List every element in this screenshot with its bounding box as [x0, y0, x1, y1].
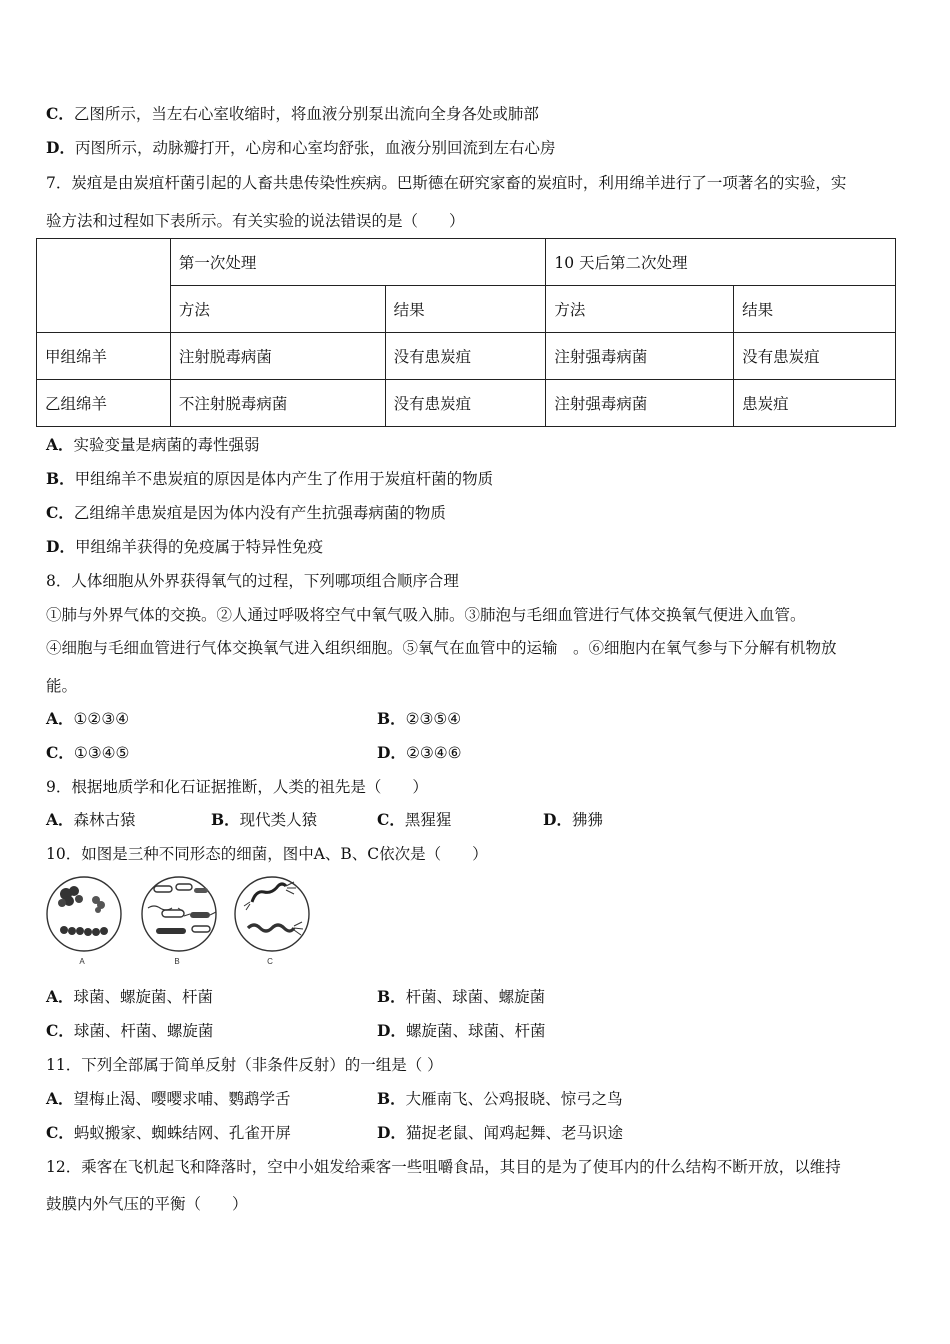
q6-option-d	[46, 136, 555, 158]
q11-option-d	[377, 1121, 623, 1143]
option-label: C．	[46, 1021, 74, 1040]
q10-stem: 10．如图是三种不同形态的细菌，图中A、B、C依次是（ ）	[46, 845, 488, 863]
figure-label-a: A	[79, 957, 85, 966]
bacteria-figure	[44, 872, 324, 972]
option-text: 现代类人猿	[239, 811, 318, 829]
option-label: A．	[46, 709, 74, 728]
result-cell: 没有患炭疽	[734, 333, 896, 380]
option-label: A．	[46, 987, 74, 1006]
option-text: 猫捉老鼠、闻鸡起舞、老马识途	[405, 1124, 623, 1142]
q7-option-b	[46, 467, 493, 489]
option-text: 大雁南飞、公鸡报晓、惊弓之鸟	[405, 1090, 623, 1108]
subheader-result: 结果	[385, 286, 546, 333]
subheader-result: 结果	[734, 286, 896, 333]
method-cell: 不注射脱毒病菌	[170, 380, 385, 427]
option-text: 甲组绵羊获得的免疫属于特异性免疫	[74, 538, 323, 556]
option-text: ①②③④	[73, 710, 130, 728]
option-label: B．	[377, 987, 406, 1006]
option-text: 森林古猿	[73, 811, 136, 829]
option-label: D．	[377, 1123, 406, 1142]
option-label: B．	[46, 469, 75, 488]
option-label: B．	[211, 810, 240, 829]
q7-stem-line-1: 7．炭疽是由炭疽杆菌引起的人畜共患传染性疾病。巴斯德在研究家畜的炭疽时，利用绵羊进行了一项著名的实验，实	[46, 174, 847, 192]
option-label: A．	[46, 435, 74, 454]
option-text: ②③⑤④	[405, 710, 462, 728]
q7-option-a	[46, 433, 260, 455]
option-label: D．	[377, 1021, 406, 1040]
option-label: C．	[46, 743, 74, 762]
table-header-row	[37, 239, 896, 286]
header-second-treatment: 10 天后第二次处理	[546, 239, 896, 286]
q8-stem: 8．人体细胞从外界获得氧气的过程，下列哪项组合顺序合理	[46, 572, 459, 590]
option-text: 球菌、螺旋菌、杆菌	[73, 988, 214, 1006]
method-cell: 注射强毒病菌	[546, 380, 734, 427]
result-cell: 没有患炭疽	[385, 333, 546, 380]
option-text: 杆菌、球菌、螺旋菌	[405, 988, 546, 1006]
option-label: D．	[377, 743, 406, 762]
option-label: B．	[377, 709, 406, 728]
q7-option-d	[46, 535, 323, 557]
option-label: C．	[46, 104, 74, 123]
table-row	[37, 380, 896, 427]
q8-option-a	[46, 707, 129, 729]
result-cell: 没有患炭疽	[385, 380, 546, 427]
option-label: D．	[46, 138, 75, 157]
q10-option-a	[46, 985, 213, 1007]
experiment-table	[36, 238, 896, 427]
option-text: 球菌、杆菌、螺旋菌	[73, 1022, 214, 1040]
option-label: D．	[543, 810, 572, 829]
q8-option-d	[377, 741, 462, 763]
q11-option-a	[46, 1087, 291, 1109]
option-label: C．	[46, 503, 74, 522]
option-label: C．	[377, 810, 405, 829]
q9-stem: 9．根据地质学和化石证据推断，人类的祖先是（ ）	[46, 778, 428, 796]
option-text: 螺旋菌、球菌、杆菌	[405, 1022, 546, 1040]
q7-stem-line-2: 验方法和过程如下表所示。有关实验的说法错误的是（ ）	[46, 212, 465, 230]
q12-stem-line-2: 鼓膜内外气压的平衡（ ）	[46, 1195, 248, 1213]
q12-stem-line-1: 12．乘客在飞机起飞和降落时，空中小姐发给乘客一些咀嚼食品，其目的是为了使耳内的什么结构不断开放，以维持	[46, 1158, 841, 1176]
option-text: 实验变量是病菌的毒性强弱	[73, 436, 260, 454]
result-cell: 患炭疽	[734, 380, 896, 427]
q10-option-d	[377, 1019, 545, 1041]
option-label: A．	[46, 1089, 74, 1108]
group-cell: 乙组绵羊	[37, 380, 171, 427]
q8-line-3: 能。	[46, 677, 78, 695]
option-text: 丙图所示，动脉瓣打开，心房和心室均舒张，血液分别回流到左右心房	[74, 139, 556, 157]
q7-option-c	[46, 501, 446, 523]
option-label: C．	[46, 1123, 74, 1142]
option-text: 狒狒	[571, 811, 603, 829]
method-cell: 注射脱毒病菌	[170, 333, 385, 380]
option-text: 甲组绵羊不患炭疽的原因是体内产生了作用于炭疽杆菌的物质	[74, 470, 494, 488]
bacteria-a-cocci	[47, 877, 121, 951]
option-text: ①③④⑤	[73, 744, 130, 762]
option-text: 望梅止渴、嘤嘤求哺、鹦鹉学舌	[73, 1090, 291, 1108]
bacteria-c-spirilla	[235, 877, 309, 951]
subheader-method: 方法	[170, 286, 385, 333]
q8-line-1: ①肺与外界气体的交换。②人通过呼吸将空气中氧气吸入肺。③肺泡与毛细血管进行气体交换氧气便进入血管。	[46, 606, 806, 624]
option-text: 蚂蚁搬家、蜘蛛结网、孔雀开屏	[73, 1124, 291, 1142]
method-cell: 注射强毒病菌	[546, 333, 734, 380]
figure-label-b: B	[174, 957, 180, 966]
q8-option-c	[46, 741, 129, 763]
option-text: ②③④⑥	[405, 744, 462, 762]
option-text: 乙组绵羊患炭疽是因为体内没有产生抗强毒病菌的物质	[73, 504, 446, 522]
q9-option-d	[543, 808, 603, 830]
table-row	[37, 333, 896, 380]
bacteria-b-bacilli	[142, 877, 216, 951]
option-text: 黑猩猩	[404, 811, 452, 829]
q11-option-b	[377, 1087, 623, 1109]
q10-option-b	[377, 985, 545, 1007]
figure-label-c: C	[267, 957, 273, 966]
option-label: D．	[46, 537, 75, 556]
q11-stem: 11．下列全部属于简单反射（非条件反射）的一组是（ ）	[46, 1056, 443, 1074]
q9-option-c	[377, 808, 451, 830]
q8-line-2: ④细胞与毛细血管进行气体交换氧气进入组织细胞。⑤氧气在血管中的运输 。⑥细胞内在氧气参与下分解有机物放	[46, 639, 837, 657]
table-corner-cell	[37, 239, 171, 333]
option-label: B．	[377, 1089, 406, 1108]
group-cell: 甲组绵羊	[37, 333, 171, 380]
q9-option-b	[211, 808, 317, 830]
option-text: 乙图所示，当左右心室收缩时，将血液分别泵出流向全身各处或肺部	[73, 105, 539, 123]
header-first-treatment: 第一次处理	[170, 239, 546, 286]
q11-option-c	[46, 1121, 291, 1143]
subheader-method: 方法	[546, 286, 734, 333]
q10-option-c	[46, 1019, 213, 1041]
q9-option-a	[46, 808, 136, 830]
q8-option-b	[377, 707, 461, 729]
q6-option-c	[46, 102, 539, 124]
option-label: A．	[46, 810, 74, 829]
